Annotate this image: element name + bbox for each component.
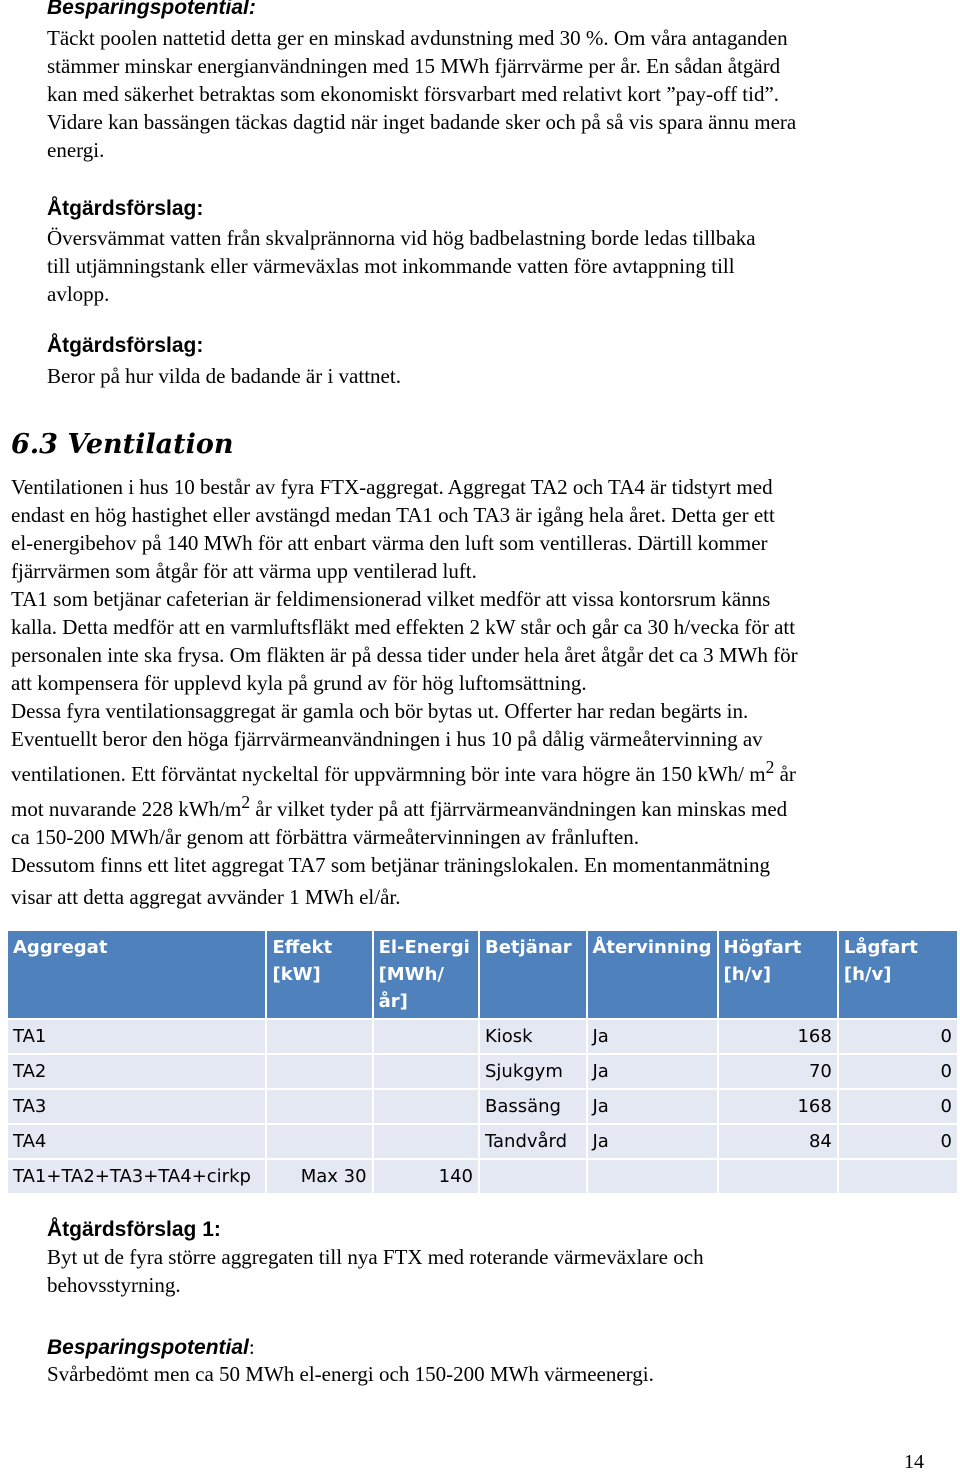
table-cell: Ja [588,1055,717,1088]
text-fragment: mot nuvarande 228 kWh/m [11,797,242,821]
table-cell: TA1 [8,1020,265,1053]
table-cell [267,1090,371,1123]
column-header: Aggregat [8,931,265,1018]
table-cell: 70 [719,1055,837,1088]
ventilation-paragraph [11,473,960,911]
table-row-total [8,1160,957,1193]
text-line: fjärrvärmen som åtgår för att värma upp ventilerad luft. [11,559,477,583]
text-line: Översvämmat vatten från skvalprännorna vid hög badbelastning borde ledas tillbaka [47,226,756,250]
text-line: endast en hög hastighet eller avstängd medan TA1 och TA3 är igång hela året. Detta ger ett [11,503,775,527]
column-header: Högfart [h/v] [719,931,837,1018]
table-cell [374,1020,478,1053]
text-line: Eventuellt beror den höga fjärrvärmeanvändningen i hus 10 på dålig värmeåtervinning av [11,727,763,751]
text-line: Dessa fyra ventilationsaggregat är gamla och bör bytas ut. Offerter har redan begärts in. [11,699,749,723]
text-line: behovsstyrning. [47,1273,181,1297]
table-cell: 0 [839,1020,957,1053]
text-line: kalla. Detta medför att en varmluftsfläkt med effekten 2 kW står och går ca 30 h/vecka för att [11,615,796,639]
table-row [8,1090,957,1123]
section1-paragraph [47,24,960,164]
besparingspotential-heading [47,1333,960,1361]
text-line [11,753,960,788]
table-cell: TA3 [8,1090,265,1123]
heading-colon: : [248,1335,255,1359]
table-cell: 84 [719,1125,837,1158]
table-cell [267,1055,371,1088]
text-line: Täckt poolen nattetid detta ger en minskad avdunstning med 30 %. Om våra antaganden [47,26,788,50]
table-cell [374,1090,478,1123]
table-cell: Kiosk [480,1020,586,1053]
text-fragment: år [774,762,796,786]
table-cell [374,1125,478,1158]
text-line: personalen inte ska frysa. Om fläkten är på dessa tider under hela året åtgår det ca 3 MWh för [11,643,798,667]
besparingspotential-heading: Besparingspotential: [47,0,256,19]
text-line: avlopp. [47,282,110,306]
page-number: 14 [904,1451,924,1473]
text-line: energi. [47,138,105,162]
superscript: 2 [765,757,775,777]
section4-paragraph [47,1243,960,1299]
table-cell [267,1020,371,1053]
text-fragment: ventilationen. Ett förväntat nyckeltal för uppvärmning bör inte vara högre än 150 kWh/ m [11,762,766,786]
text-line: Dessutom finns ett litet aggregat TA7 som betjänar träningslokalen. En momentanmätning [11,853,771,877]
table-cell: Sjukgym [480,1055,586,1088]
column-header: Betjänar [480,931,586,1018]
text-line [11,788,960,823]
text-line: visar att detta aggregat avvänder 1 MWh el/år. [11,885,401,909]
table-cell: 168 [719,1020,837,1053]
column-header: Lågfart [h/v] [839,931,957,1018]
column-header: El-Energi [MWh/år] [374,931,478,1018]
table-cell [839,1160,957,1193]
table-cell: TA1+TA2+TA3+TA4+cirkp [8,1160,265,1193]
table-cell [719,1160,837,1193]
text-line: Ventilationen i hus 10 består av fyra FTX-aggregat. Aggregat TA2 och TA4 är tidstyrt med [11,475,773,499]
atgardsforslag-heading: Åtgärdsförslag: [47,334,204,357]
table-cell [480,1160,586,1193]
table-cell: Tandvård [480,1125,586,1158]
text-line: Svårbedömt men ca 50 MWh el-energi och 150-200 MWh värmeenergi. [47,1362,654,1386]
atgardsforslag-1-heading: Åtgärdsförslag 1: [47,1218,221,1241]
table-cell: TA4 [8,1125,265,1158]
table-cell [374,1055,478,1088]
table-cell: Bassäng [480,1090,586,1123]
section-heading-ventilation: 6.3 Ventilation [11,429,234,460]
text-line: TA1 som betjänar cafeterian är feldimensionerad vilket medför att vissa kontorsrum känns [11,587,771,611]
text-line: ca 150-200 MWh/år genom att förbättra värmeåtervinningen av frånluften. [11,825,640,849]
table-row [8,1125,957,1158]
text-line: att kompensera för upplevd kyla på grund av för hög luftomsättning. [11,671,587,695]
heading-text: Besparingspotential [47,1336,249,1359]
text-line: kan med säkerhet betraktas som ekonomiskt försvarbart med relativt kort ”pay-off tid”. [47,82,780,106]
table-cell: 0 [839,1055,957,1088]
atgardsforslag-heading: Åtgärdsförslag: [47,197,204,220]
table-cell [588,1160,717,1193]
table-cell: 0 [839,1090,957,1123]
table-cell [267,1125,371,1158]
table-cell: 140 [374,1160,478,1193]
aggregat-table [6,929,959,1195]
text-line: till utjämningstank eller värmeväxlas mot inkommande vatten före avtappning till [47,254,735,278]
text-fragment: år vilket tyder på att fjärrvärmeanvändningen kan minskas med [250,797,788,821]
table-cell: Ja [588,1020,717,1053]
section2-paragraph [47,224,960,308]
text-line: stämmer minskar energianvändningen med 15 MWh fjärrvärme per år. En sådan åtgärd [47,54,781,78]
table-cell: 168 [719,1090,837,1123]
table-cell: 0 [839,1125,957,1158]
section5-paragraph [47,1360,960,1388]
table-cell: Ja [588,1125,717,1158]
table-cell: Max 30 [267,1160,371,1193]
text-line: el-energibehov på 140 MWh för att enbart värma den luft som ventilleras. Därtill kommer [11,531,768,555]
table-header-row [8,931,957,1018]
column-header: Effekt [kW] [267,931,371,1018]
column-header: Återvinning [588,931,717,1018]
superscript: 2 [241,792,251,812]
table-row [8,1020,957,1053]
table-cell: TA2 [8,1055,265,1088]
table-cell: Ja [588,1090,717,1123]
section3-paragraph [47,362,960,390]
text-line: Vidare kan bassängen täckas dagtid när inget badande sker och på så vis spara ännu mera [47,110,797,134]
text-line: Beror på hur vilda de badande är i vattnet. [47,364,401,388]
table-row [8,1055,957,1088]
text-line: Byt ut de fyra större aggregaten till nya FTX med roterande värmeväxlare och [47,1245,704,1269]
